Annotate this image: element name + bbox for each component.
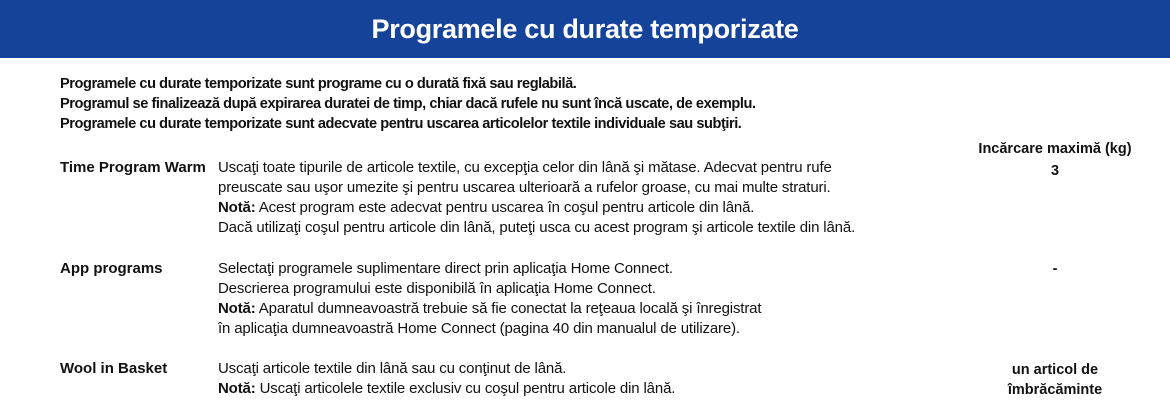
program-description xyxy=(218,158,958,238)
note-line xyxy=(218,379,958,399)
intro-line: Programele cu durate temporizate sunt adecvate pentru uscarea articolelor textile individuale sau subţiri. xyxy=(60,116,742,132)
note-label: Notă: xyxy=(218,199,256,216)
max-load-line: îmbrăcăminte xyxy=(1007,382,1103,398)
program-name: App programs xyxy=(60,260,163,277)
note-text: Aparatul dumneavoastră trebuie să fie conectat la reţeaua locală şi înregistrat xyxy=(255,300,762,317)
program-name: Wool in Basket xyxy=(60,360,168,377)
note-label: Notă: xyxy=(218,300,256,317)
description-line: Uscaţi toate tipurile de articole textile, cu excepţia celor din lână şi mătase. Adecvat pentru rufe xyxy=(218,159,832,176)
note-text: în aplicaţia dumneavoastră Home Connect (pagina 40 din manualul de utilizare). xyxy=(218,320,740,337)
program-description xyxy=(218,259,958,339)
note-text: Dacă utilizaţi coşul pentru articole din lână, puteţi usca cu acest program şi articole textile din lână. xyxy=(218,219,856,236)
intro-line: Programele cu durate temporizate sunt programe cu o durată fixă sau reglabilă. xyxy=(60,76,577,92)
description-line: Descrierea programului este disponibilă în aplicaţia Home Connect. xyxy=(218,280,656,297)
program-name: Time Program Warm xyxy=(60,159,206,176)
note-text: Uscaţi articolele textile exclusiv cu coşul pentru articole din lână. xyxy=(255,380,676,397)
note-line xyxy=(218,299,958,319)
note-text: Acest program este adecvat pentru uscarea în coşul pentru articole din lână. xyxy=(255,199,755,216)
max-load-value xyxy=(950,360,1160,400)
max-load-column-header: Incărcare maximă (kg) xyxy=(978,141,1132,157)
intro-line: Programul se finalizează după expirarea duratei de timp, chiar dacă rufele nu sunt încă uscate, de exemplu. xyxy=(60,96,756,112)
description-line: Uscaţi articole textile din lână sau cu conţinut de lână. xyxy=(218,360,567,377)
intro-text xyxy=(60,74,756,134)
max-load-line: un articol de xyxy=(1011,362,1099,378)
description-line: preuscate sau uşor umezite şi pentru uscarea ulterioară a rufelor groase, cu mai multe straturi. xyxy=(218,179,831,196)
max-load-value: - xyxy=(1052,261,1058,277)
program-description xyxy=(218,359,958,399)
note-label: Notă: xyxy=(218,380,256,397)
description-line: Selectaţi programele suplimentare direct prin aplicaţia Home Connect. xyxy=(218,260,673,277)
page-title: Programele cu durate temporizate xyxy=(371,13,799,44)
title-banner xyxy=(0,0,1170,58)
note-line xyxy=(218,198,958,218)
max-load-value: 3 xyxy=(1050,163,1060,179)
